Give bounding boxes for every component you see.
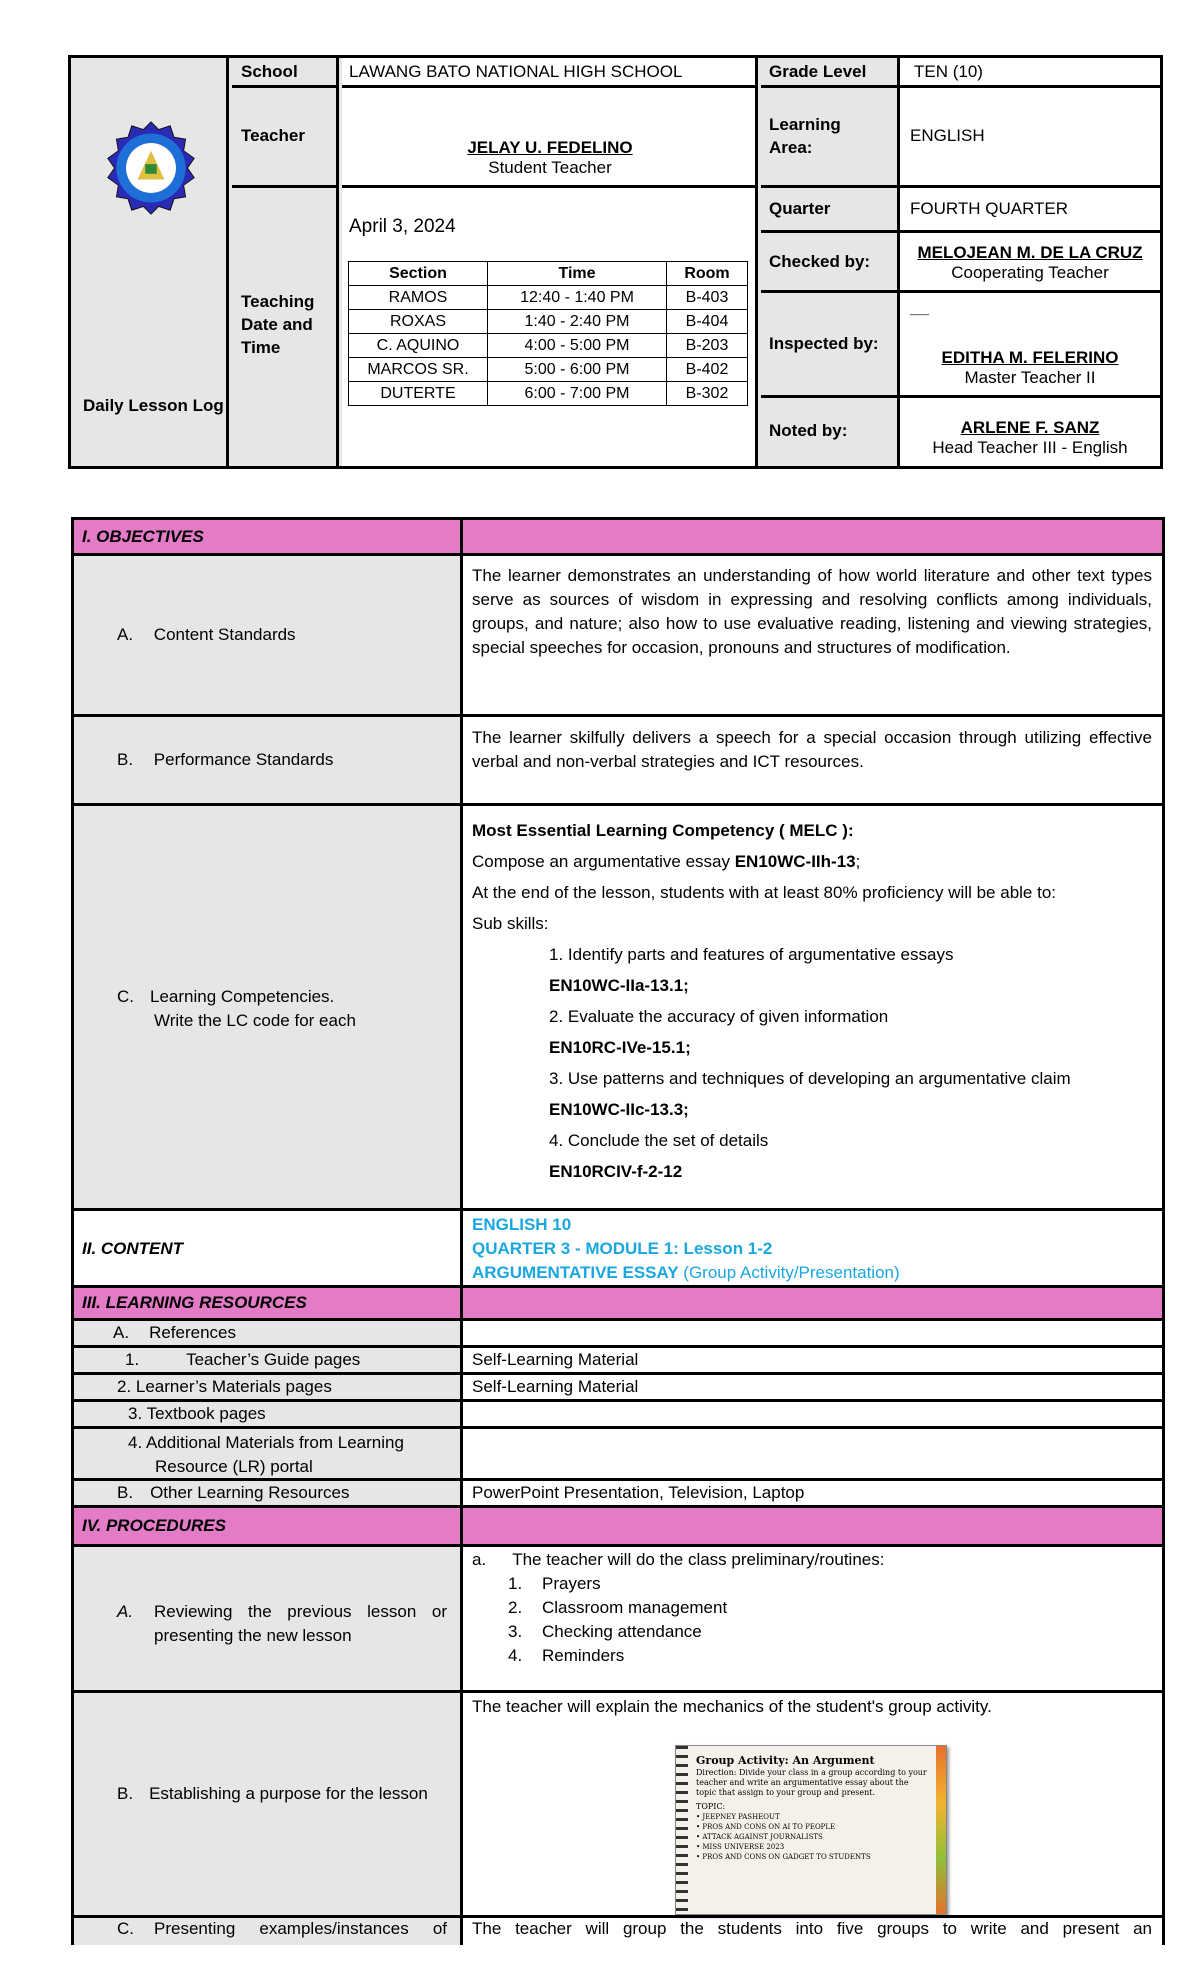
presenting-examples-label: C. Presenting examples/instances of [117, 1919, 447, 1938]
section-cell: C. AQUINO [349, 334, 488, 358]
checked-name: MELOJEAN M. DE LA CRUZ [917, 243, 1143, 262]
section-cell: ROXAS [349, 310, 488, 334]
skill-text: 3. Use patterns and techniques of developing an argumentative claim [549, 1069, 1071, 1088]
group-activity-slide [675, 1745, 947, 1915]
inspected-label: Inspected by: [769, 334, 879, 353]
skill-text: 1. Identify parts and features of argumentative essays [549, 945, 954, 964]
slide-title: Group Activity: An Argument [696, 1754, 875, 1767]
value-column [342, 58, 758, 466]
time-cell: 6:00 - 7:00 PM [488, 382, 667, 406]
objectives-title: I. OBJECTIVES [82, 527, 204, 546]
right-value-column [900, 58, 1160, 466]
content-value: ENGLISH 10 QUARTER 3 - MODULE 1: Lesson 1-2 ARGUMENTATIVE ESSAY (Group Activity/Presentation) [472, 1215, 900, 1282]
content-standards-value: The learner demonstrates an understanding of how world literature and other text types serve as sources of wisdom in expressing and resolving conflicts among individuals, groups, and nature; also how to use evaluative reading, listening and viewing strategies, special speeches for occasion, pronouns and structures of modification. [472, 566, 1152, 657]
room-cell: B-403 [667, 286, 748, 310]
routine-item: 2. Classroom management [508, 1598, 728, 1617]
checked-label: Checked by: [769, 252, 871, 271]
performance-standards-value: The learner skilfully delivers a speech for a special occasion through utilizing effective verbal and non-verbal strategies and ICT resources. [472, 728, 1152, 771]
reviewing-value: a. The teacher will do the class preliminary/routines: 1. Prayers 2. Classroom management 3. Checking attendance 4. Reminders [472, 1548, 884, 1668]
schedule-row [349, 382, 748, 406]
checked-role: Cooperating Teacher [951, 263, 1109, 282]
quarter-value: FOURTH QUARTER [910, 199, 1069, 218]
learners-materials-value: Self-Learning Material [472, 1377, 639, 1396]
establishing-purpose-label: B. Establishing a purpose for the lesson [117, 1784, 428, 1803]
logo-column [71, 58, 229, 466]
performance-standards-label: B. Performance Standards [117, 750, 334, 769]
schedule-header: Time [488, 262, 667, 286]
references-label: A. References [113, 1323, 236, 1342]
inspected-name: EDITHA M. FELERINO [941, 348, 1119, 367]
skill-code: EN10RCIV-f-2-12 [549, 1162, 683, 1181]
slide-topic: • JEEPNEY PASHEOUT [696, 1813, 780, 1821]
melc-title: Most Essential Learning Competency ( MELC ): [472, 821, 854, 840]
routine-item: 1. Prayers [508, 1574, 601, 1593]
textbook-label: 3. Textbook pages [128, 1404, 266, 1423]
section-cell: RAMOS [349, 286, 488, 310]
school-value: LAWANG BATO NATIONAL HIGH SCHOOL [349, 62, 683, 81]
teachers-guide-label: 1. Teacher’s Guide pages [125, 1350, 361, 1369]
competencies-value [472, 815, 1152, 1187]
noted-role: Head Teacher III - English [932, 438, 1128, 457]
slide-topic: • PROS AND CONS ON AI TO PEOPLE [696, 1823, 836, 1831]
learning-area-label: Learning Area: [769, 115, 841, 157]
label-column [232, 58, 339, 466]
room-cell: B-402 [667, 358, 748, 382]
section-cell: DUTERTE [349, 382, 488, 406]
additional-materials-label: 4. Additional Materials from Learning Resource (LR) portal [128, 1433, 404, 1476]
content-standards-label: A. Content Standards [117, 625, 296, 644]
schedule-row [349, 286, 748, 310]
skill-code: EN10WC-IIa-13.1; [549, 976, 689, 995]
school-logo [103, 120, 199, 216]
learning-area-value: ENGLISH [910, 126, 985, 145]
schedule-header: Room [667, 262, 748, 286]
schedule-row [349, 334, 748, 358]
slide-direction: Direction: Divide your class in a group according to your teacher and write an argumentative essay about the topic that assign to your group and present. [696, 1768, 927, 1797]
teachers-guide-value: Self-Learning Material [472, 1350, 639, 1369]
noted-label: Noted by: [769, 421, 848, 440]
reviewing-label: A. Reviewing the previous lesson or presenting the new lesson [117, 1602, 447, 1645]
grade-value: TEN (10) [914, 62, 983, 81]
skill-code: EN10WC-IIc-13.3; [549, 1100, 689, 1119]
establishing-purpose-value: The teacher will explain the mechanics of the student's group activity. [472, 1697, 992, 1716]
routine-item: 3. Checking attendance [508, 1622, 702, 1641]
time-cell: 4:00 - 5:00 PM [488, 334, 667, 358]
teacher-role: Student Teacher [488, 158, 612, 177]
teacher-name: JELAY U. FEDELINO [467, 138, 633, 157]
teaching-date-label: Teaching Date and Time [241, 292, 315, 357]
time-cell: 5:00 - 6:00 PM [488, 358, 667, 382]
quarter-label: Quarter [769, 199, 831, 218]
slide-topic: • MISS UNIVERSE 2023 [696, 1843, 785, 1851]
right-label-column [761, 58, 897, 466]
inspected-dash: __ [910, 298, 929, 317]
other-resources-value: PowerPoint Presentation, Television, Laptop [472, 1483, 805, 1502]
time-cell: 1:40 - 2:40 PM [488, 310, 667, 334]
learning-competencies-label: C. Learning Competencies. Write the LC code for each [117, 987, 356, 1030]
routine-item: 4. Reminders [508, 1646, 625, 1665]
teacher-label: Teacher [241, 126, 305, 145]
room-cell: B-203 [667, 334, 748, 358]
daily-lesson-log-label: Daily Lesson Log [83, 396, 224, 415]
room-cell: B-404 [667, 310, 748, 334]
inspected-role: Master Teacher II [964, 368, 1096, 387]
slide-topic-label: TOPIC: [696, 1802, 726, 1811]
noted-name: ARLENE F. SANZ [960, 418, 1100, 437]
other-resources-label: B. Other Learning Resources [117, 1483, 350, 1502]
schedule-row [349, 310, 748, 334]
end-line: At the end of the lesson, students with at least 80% proficiency will be able to: [472, 883, 1057, 902]
learners-materials-label: 2. Learner’s Materials pages [117, 1377, 332, 1396]
section-cell: MARCOS SR. [349, 358, 488, 382]
slide-topic: • PROS AND CONS ON GADGET TO STUDENTS [696, 1853, 871, 1861]
grade-label: Grade Level [769, 62, 867, 81]
schedule-header: Section [349, 262, 488, 286]
melc-line: Compose an argumentative essay EN10WC-IIh-13; [472, 852, 861, 871]
schedule-row [349, 358, 748, 382]
content-title: II. CONTENT [82, 1239, 184, 1258]
skill-text: 4. Conclude the set of details [549, 1131, 769, 1150]
room-cell: B-302 [667, 382, 748, 406]
schedule-table [348, 261, 748, 406]
resources-title: III. LEARNING RESOURCES [82, 1293, 307, 1312]
procedures-title: IV. PROCEDURES [82, 1516, 226, 1535]
slide-topic: • ATTACK AGAINST JOURNALISTS [696, 1833, 823, 1841]
skill-text: 2. Evaluate the accuracy of given information [549, 1007, 889, 1026]
lesson-date: April 3, 2024 [349, 216, 456, 237]
presenting-examples-value: The teacher will group the students into five groups to write and present an [472, 1919, 1152, 1938]
school-label: School [241, 62, 298, 81]
skill-code: EN10RC-IVe-15.1; [549, 1038, 691, 1057]
sub-skills-label: Sub skills: [472, 914, 549, 933]
time-cell: 12:40 - 1:40 PM [488, 286, 667, 310]
